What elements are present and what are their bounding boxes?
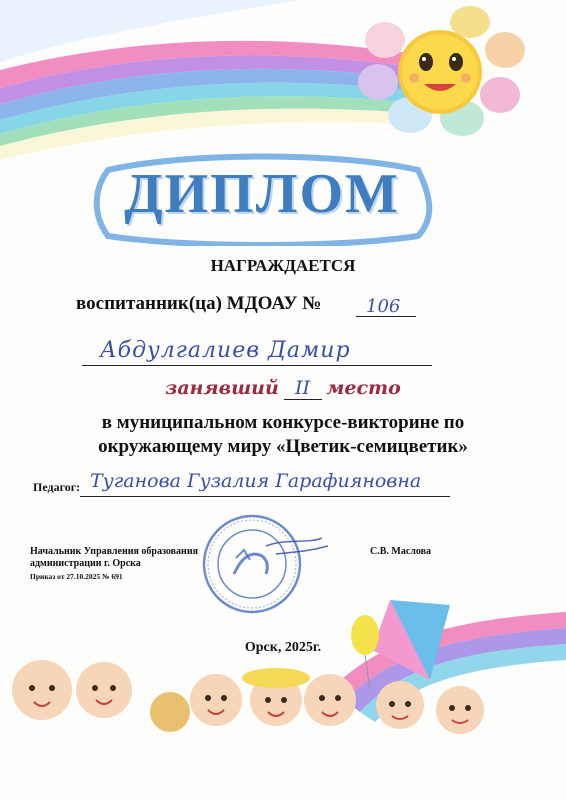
school-number: 106 <box>366 296 401 317</box>
signatory-line-1: Начальник Управления образования <box>30 546 198 557</box>
diploma-title: ДИПЛОМ <box>124 163 400 225</box>
teacher-label: Педагог: <box>33 480 81 494</box>
signatory-line-2: администрации г. Орска <box>30 558 141 569</box>
pupil-prefix: воспитанник(ца) МДОАУ № <box>76 293 322 314</box>
place-suffix: место <box>326 377 401 399</box>
title-banner <box>88 150 436 246</box>
official-stamp <box>196 508 336 620</box>
children-illustration <box>0 660 566 800</box>
city-year: Орск, 2025г. <box>244 640 322 655</box>
recipient-name: Абдулгалиев Дамир <box>100 338 351 363</box>
recipient-line <box>82 365 432 366</box>
signatory-name: С.В. Маслова <box>370 546 432 557</box>
place-line <box>0 377 566 400</box>
place-prefix: занявший <box>165 377 279 399</box>
contest-line-1: в муниципальном конкурсе-викторине по <box>101 412 465 433</box>
signatory-title <box>30 546 198 570</box>
teacher-name: Туганова Гузалия Гарафияновна <box>90 470 422 492</box>
awarded-heading: НАГРАЖДАЕТСЯ <box>210 256 356 275</box>
place-number: II <box>284 377 322 400</box>
contest-line-2: окружающему миру «Цветик-семицветик» <box>98 436 468 457</box>
teacher-line <box>80 496 450 497</box>
order-line: Приказ от 27.10.2025 № 691 <box>30 572 123 581</box>
